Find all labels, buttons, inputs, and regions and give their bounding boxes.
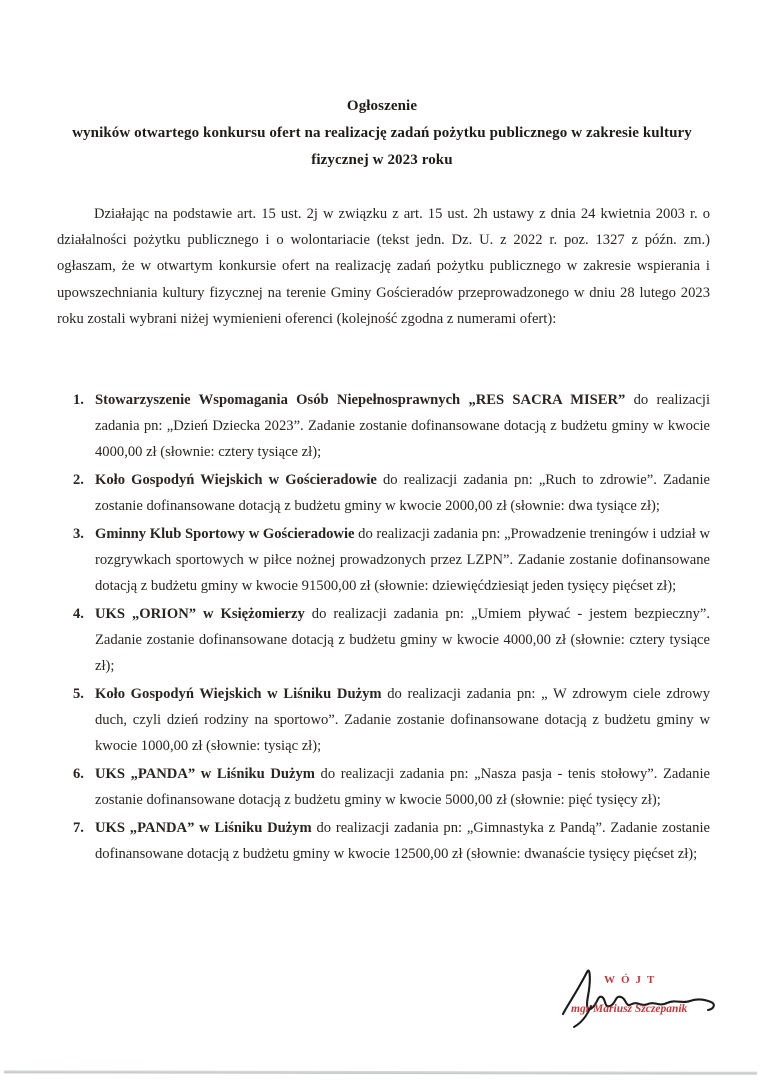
item-description: do realizacji zadania pn: „Ruch to zdrowie”. Zadanie zostanie dofinansowane dotacją z budżetu gminy w kwocie 2000,00 zł (słownie: dwa tysiące zł); <box>95 472 710 514</box>
organization-name: Koło Gospodyń Wiejskich w Gościeradowie <box>95 472 377 488</box>
organization-name: Stowarzyszenie Wspomagania Osób Niepełnosprawnych „RES SACRA MISER” <box>95 392 626 408</box>
item-description: do realizacji zadania pn: „ W zdrowym ciele zdrowy duch, czyli dzień rodziny na sportowo”. Zadanie zostanie dofinansowane dotacją z budżetu gminy w kwocie 1000,00 zł (słownie: tysiąc zł); <box>95 686 710 754</box>
document-title <box>0 93 764 174</box>
list-item-number: 1. <box>73 392 84 408</box>
list-item <box>73 601 710 679</box>
item-description: do realizacji zadania pn: „Gimnastyka z Pandą”. Zadanie zostanie dofinansowane dotacją z budżetu gminy w kwocie 12500,00 zł (słownie: dwanaście tysięcy pięćset zł); <box>95 820 710 862</box>
list-item-text <box>95 761 710 813</box>
title-line-2: wyników otwartego konkursu ofert na realizację zadań pożytku publicznego w zakresie kultury <box>72 125 692 141</box>
item-description: do realizacji zadania pn: „Nasza pasja - tenis stołowy”. Zadanie zostanie dofinansowane dotacją z budżetu gminy w kwocie 5000,00 zł (słownie: pięć tysięcy zł); <box>95 766 710 808</box>
list-item-number: 4. <box>73 606 84 622</box>
list-item-text <box>95 815 710 867</box>
organization-name: UKS „PANDA” w Liśniku Dużym <box>95 820 312 836</box>
title-line-3: fizycznej w 2023 roku <box>311 152 453 168</box>
list-item-number: 5. <box>73 686 84 702</box>
handwritten-signature-icon <box>558 966 723 1028</box>
organization-name: Koło Gospodyń Wiejskich w Liśniku Dużym <box>95 686 382 702</box>
organization-name: UKS „PANDA” w Liśniku Dużym <box>95 766 315 782</box>
title-line-1: Ogłoszenie <box>346 98 418 114</box>
list-item-number: 6. <box>73 766 84 782</box>
list-item-text <box>95 521 710 599</box>
list-item <box>73 521 710 599</box>
list-item-number: 2. <box>73 472 84 488</box>
list-item <box>73 761 710 813</box>
list-item <box>73 815 710 867</box>
grant-list <box>73 387 710 869</box>
list-item-number: 7. <box>73 820 84 836</box>
item-description: do realizacji zadania pn: „Prowadzenie treningów i udział w rozgrywkach sportowych w piłce nożnej prowadzonych przez LZPN”. Zadanie zostanie dofinansowane dotacją z budżetu gminy w kwocie 91500,00 zł (słownie: dziewięćdziesiąt jeden tysięcy pięćset zł); <box>95 526 710 594</box>
list-item-text <box>95 681 710 759</box>
list-item <box>73 467 710 519</box>
organization-name: Gminny Klub Sportowy w Gościeradowie <box>95 526 355 542</box>
list-item-number: 3. <box>73 526 84 542</box>
signature-role: WÓJT <box>604 974 661 986</box>
item-description: do realizacji zadania pn: „Dzień Dziecka 2023”. Zadanie zostanie dofinansowane dotacją z budżetu gminy w kwocie 4000,00 zł (słownie: cztery tysiące zł); <box>95 392 710 460</box>
list-item <box>73 387 710 465</box>
scan-edge-artifact <box>4 1070 757 1074</box>
organization-name: UKS „ORION” w Księżomierzy <box>95 606 305 622</box>
list-item <box>73 681 710 759</box>
list-item-text <box>95 601 710 679</box>
item-description: do realizacji zadania pn: „Umiem pływać - jestem bezpieczny”. Zadanie zostanie dofinansowane dotacją z budżetu gminy w kwocie 4000,00 zł (słownie: cztery tysiące zł); <box>95 606 710 674</box>
signature-block <box>558 966 723 1030</box>
list-item-text <box>95 387 710 465</box>
list-item-text <box>95 467 710 519</box>
intro-paragraph: Działając na podstawie art. 15 ust. 2j w związku z art. 15 ust. 2h ustawy z dnia 24 kwietnia 2003 r. o działalności pożytku publicznego i o wolontariacie (tekst jedn. Dz. U. z 2022 r. poz. 1327 z późn. zm.) ogłaszam, że w otwartym konkursie ofert na realizację zadań pożytku publicznego w zakresie wspierania i upowszechniania kultury fizycznej na terenie Gminy Gościeradów przeprowadzonego w dniu 28 lutego 2023 roku zostali wybrani niżej wymienieni oferenci (kolejność zgodna z numerami ofert): <box>57 206 710 327</box>
signature-name: mgr Mariusz Szczepanik <box>571 1003 688 1015</box>
